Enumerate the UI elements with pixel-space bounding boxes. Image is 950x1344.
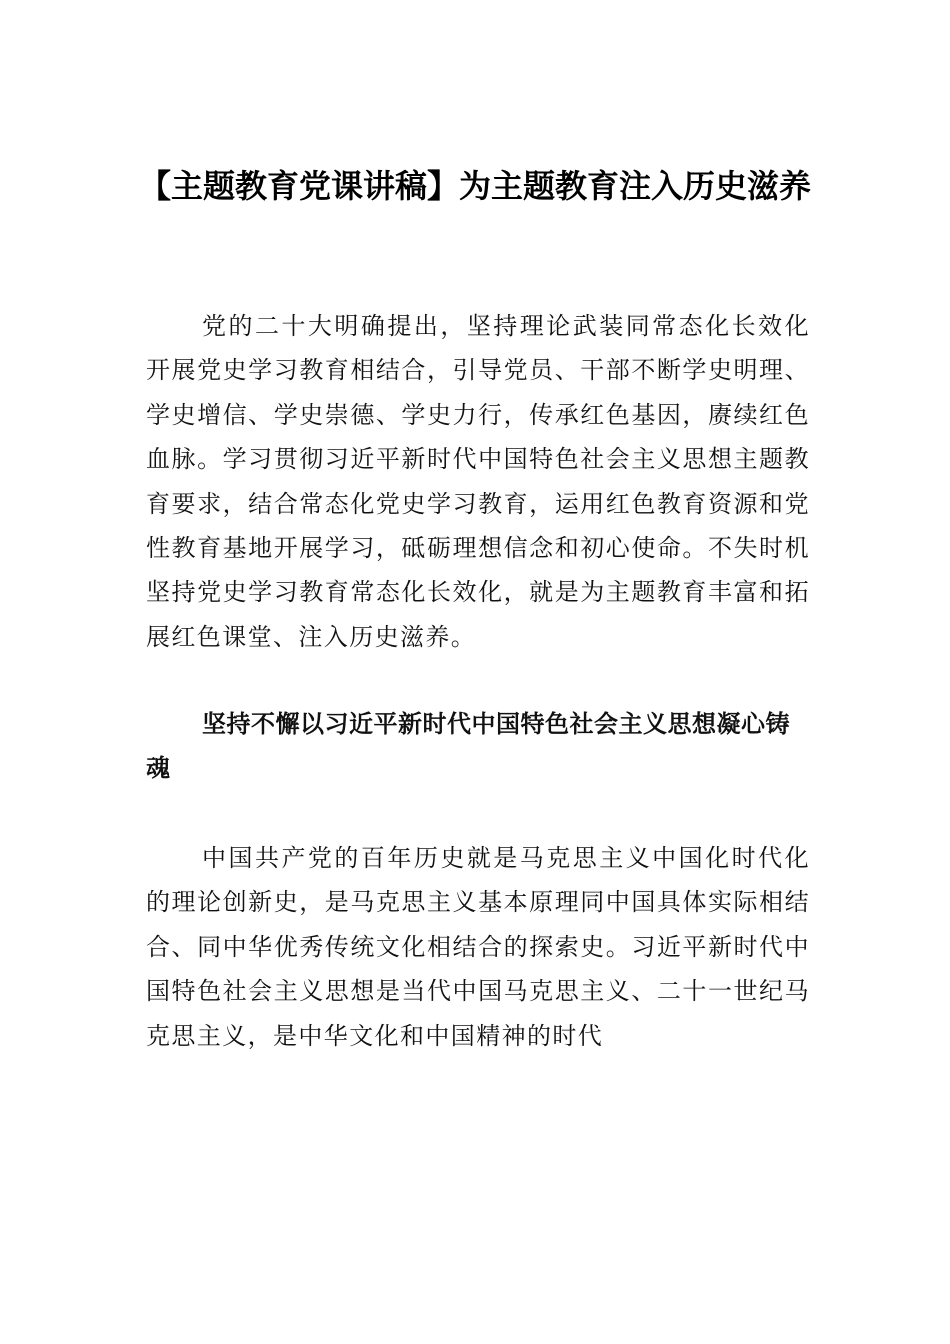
section-heading: 坚持不懈以习近平新时代中国特色社会主义思想凝心铸魂 [146, 710, 790, 782]
document-title: 【主题教育党课讲稿】为主题教育注入历史滋养 [138, 167, 811, 205]
paragraph-body: 中国共产党的百年历史就是马克思主义中国化时代化的理论创新史，是马克思主义基本原理同中国具体实际相结合、同中华优秀传统文化相结合的探索史。习近平新时代中国特色社会主义思想是当代中国马克思主义、二十一世纪马克思主义，是中华文化和中国精神的时代 [146, 844, 810, 1050]
paragraph-intro: 党的二十大明确提出，坚持理论武装同常态化长效化开展党史学习教育相结合，引导党员、干部不断学史明理、学史增信、学史崇德、学史力行，传承红色基因，赓续红色血脉。学习贯彻习近平新时代中国特色社会主义思想主题教育要求，结合常态化党史学习教育，运用红色教育资源和党性教育基地开展学习，砥砺理想信念和初心使命。不失时机坚持党史学习教育常态化长效化，就是为主题教育丰富和拓展红色课堂、注入历史滋养。 [146, 312, 810, 651]
